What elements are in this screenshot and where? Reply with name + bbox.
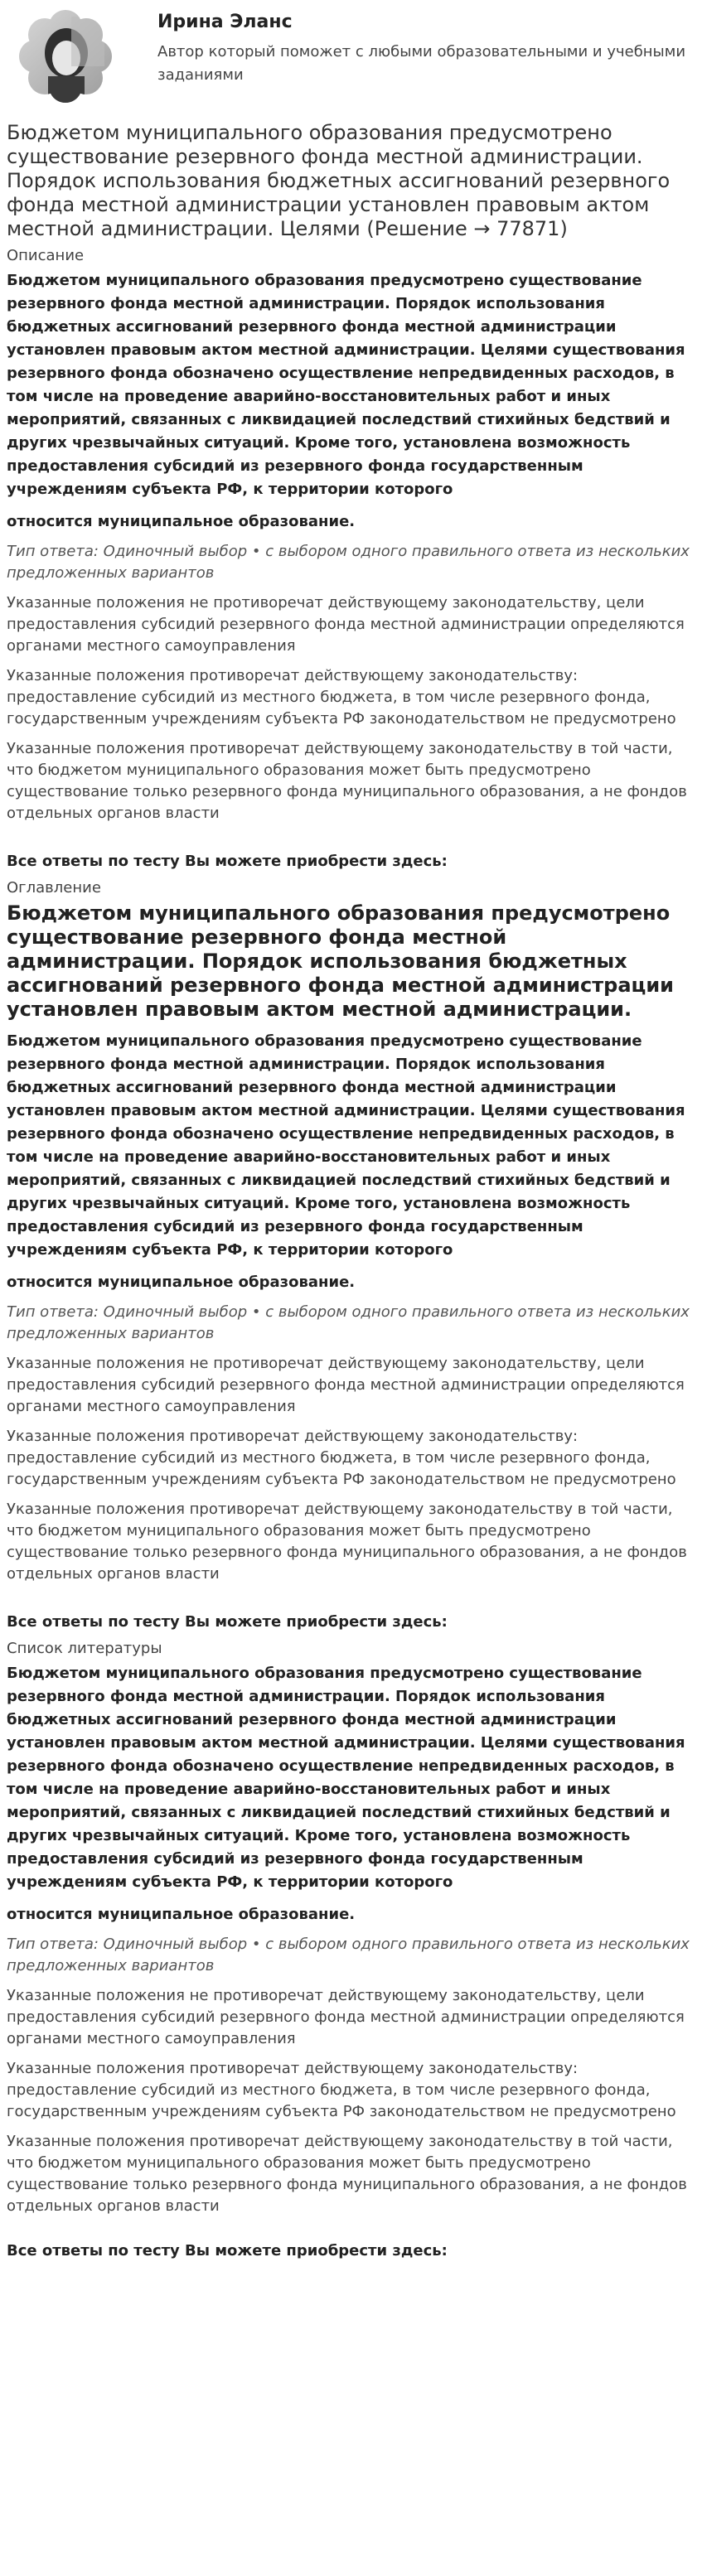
toc-heading: Бюджетом муниципального образования предусмотрено существование резервного фонда местной администрации. Порядок использования бюджетных ассигнований резервного фонда местной администрации установлен правовым актом местной администрации. bbox=[7, 901, 674, 1021]
question-end: относится муниципальное образование. bbox=[7, 513, 356, 530]
section-label-description: Описание bbox=[7, 247, 85, 264]
question-end: относится муниципальное образование. bbox=[7, 1274, 356, 1291]
answer-option: Указанные положения противоречат действующему законодательству в той части, что бюджетом муниципального образования может быть предусмотрено существование только резервного фонда муниципального образования, а не фондов отдельных органов власти bbox=[7, 1501, 687, 1583]
buy-answers-text: Все ответы по тесту Вы можете приобрести здесь: bbox=[7, 1613, 448, 1631]
answer-option: Указанные положения противоречат действующему законодательству: предоставление субсидий из местного бюджета, в том числе резервного фонда, государственным учреждениям субъекта РФ законодательством не предусмотрено bbox=[7, 667, 676, 727]
avatar[interactable] bbox=[7, 10, 124, 103]
answer-option: Указанные положения не противоречат действующему законодательству, цели предоставления субсидий резервного фонда местной администрации определяются органами местного самоуправления bbox=[7, 1355, 685, 1415]
answer-option: Указанные положения противоречат действующему законодательству в той части, что бюджетом муниципального образования может быть предусмотрено существование только резервного фонда муниципального образования, а не фондов отдельных органов власти bbox=[7, 740, 687, 822]
section-label-toc: Оглавление bbox=[7, 879, 101, 897]
question-text: Бюджетом муниципального образования предусмотрено существование резервного фонда местной администрации. Порядок использования бюджетных ассигнований резервного фонда местной администрации установлен правовым актом местной администрации. Целями существования резервного фонда обозначено осуществление непредвиденных расходов, в том числе на проведение аварийно-восстановительных работ и иных мероприятий, связанных с ликвидацией последствий стихийных бедствий и других чрезвычайных ситуаций. Кроме того, установлена возможность предоставления субсидий из резервного фонда государственным учреждениям субъекта РФ, к территории которого bbox=[7, 1665, 685, 1891]
article-title: Бюджетом муниципального образования предусмотрено существование резервного фонда местной администрации. Порядок использования бюджетных ассигнований резервного фонда местной администрации установлен правовым актом местной администрации. Целями (Решение → 77871) bbox=[7, 121, 671, 240]
answer-option: Указанные положения противоречат действующему законодательству: предоставление субсидий из местного бюджета, в том числе резервного фонда, государственным учреждениям субъекта РФ законодательством не предусмотрено bbox=[7, 2060, 676, 2120]
description-section bbox=[7, 246, 695, 870]
answer-option: Указанные положения противоречат действующему законодательству: предоставление субсидий из местного бюджета, в том числе резервного фонда, государственным учреждениям субъекта РФ законодательством не предусмотрено bbox=[7, 1428, 676, 1488]
author-header bbox=[7, 0, 695, 103]
section-label-references: Список литературы bbox=[7, 1640, 162, 1657]
buy-answers-text: Все ответы по тесту Вы можете приобрести здесь: bbox=[7, 853, 448, 870]
author-description: Автор который поможет с любыми образовательными и учебными заданиями bbox=[157, 43, 686, 84]
answer-option: Указанные положения не противоречат действующему законодательству, цели предоставления субсидий резервного фонда местной администрации определяются органами местного самоуправления bbox=[7, 594, 685, 655]
question-text: Бюджетом муниципального образования предусмотрено существование резервного фонда местной администрации. Порядок использования бюджетных ассигнований резервного фонда местной администрации установлен правовым актом местной администрации. Целями существования резервного фонда обозначено осуществление непредвиденных расходов, в том числе на проведение аварийно-восстановительных работ и иных мероприятий, связанных с ликвидацией последствий стихийных бедствий и других чрезвычайных ситуаций. Кроме того, установлена возможность предоставления субсидий из резервного фонда государственным учреждениям субъекта РФ, к территории которого bbox=[7, 1032, 685, 1259]
question-text: Бюджетом муниципального образования предусмотрено существование резервного фонда местной администрации. Порядок использования бюджетных ассигнований резервного фонда местной администрации установлен правовым актом местной администрации. Целями существования резервного фонда обозначено осуществление непредвиденных расходов, в том числе на проведение аварийно-восстановительных работ и иных мероприятий, связанных с ликвидацией последствий стихийных бедствий и других чрезвычайных ситуаций. Кроме того, установлена возможность предоставления субсидий из резервного фонда государственным учреждениям субъекта РФ, к территории которого bbox=[7, 272, 685, 498]
author-info bbox=[157, 10, 688, 87]
answer-type: Тип ответа: Одиночный выбор • с выбором одного правильного ответа из нескольких предложенных вариантов bbox=[7, 543, 690, 582]
author-name[interactable]: Ирина Эланс bbox=[157, 12, 293, 32]
answer-type: Тип ответа: Одиночный выбор • с выбором одного правильного ответа из нескольких предложенных вариантов bbox=[7, 1936, 690, 1974]
answer-option: Указанные положения противоречат действующему законодательству в той части, что бюджетом муниципального образования может быть предусмотрено существование только резервного фонда муниципального образования, а не фондов отдельных органов власти bbox=[7, 2133, 687, 2215]
author-photo-frame-icon bbox=[17, 10, 114, 103]
question-end: относится муниципальное образование. bbox=[7, 1906, 356, 1923]
answer-option: Указанные положения не противоречат действующему законодательству, цели предоставления субсидий резервного фонда местной администрации определяются органами местного самоуправления bbox=[7, 1987, 685, 2047]
answer-type: Тип ответа: Одиночный выбор • с выбором одного правильного ответа из нескольких предложенных вариантов bbox=[7, 1303, 690, 1342]
toc-section bbox=[7, 878, 695, 1631]
references-section bbox=[7, 1639, 695, 2259]
buy-answers-text: Все ответы по тесту Вы можете приобрести здесь: bbox=[7, 2242, 448, 2259]
